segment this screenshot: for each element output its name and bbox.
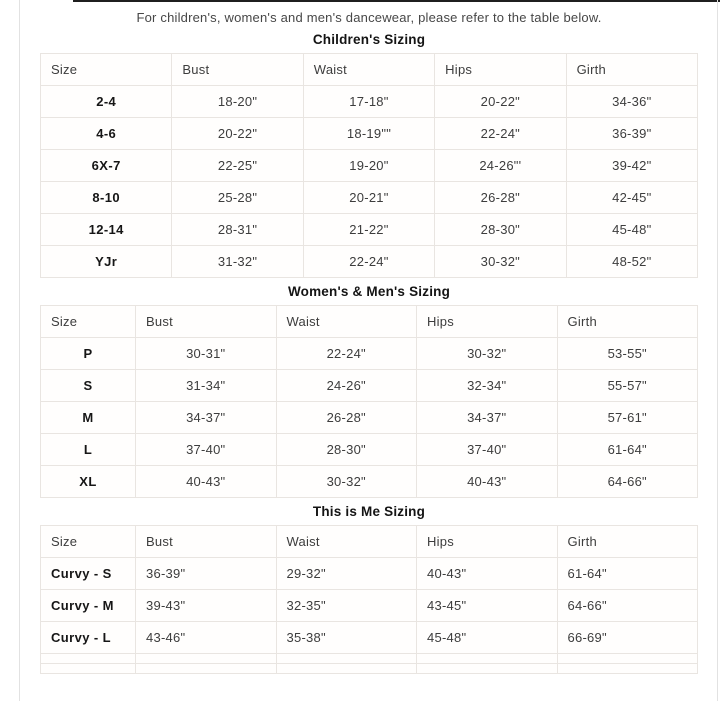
- value-cell: 53-55": [557, 338, 698, 370]
- size-cell: Curvy - S: [41, 558, 136, 590]
- table-row: [41, 466, 698, 498]
- value-cell: 45-48": [566, 214, 697, 246]
- value-cell: 37-40": [417, 434, 558, 466]
- value-cell: 28-30": [276, 434, 417, 466]
- value-cell: 30-31": [136, 338, 277, 370]
- value-cell: 22-24": [435, 118, 566, 150]
- header-row: [41, 54, 698, 86]
- value-cell: 64-66": [557, 466, 698, 498]
- value-cell: 26-28": [435, 182, 566, 214]
- column-header-girth: Girth: [566, 54, 697, 86]
- table-body: [41, 558, 698, 674]
- value-cell: 18-20": [172, 86, 303, 118]
- empty-cell: [276, 664, 417, 674]
- size-cell: L: [41, 434, 136, 466]
- size-cell: XL: [41, 466, 136, 498]
- table-body: [41, 86, 698, 278]
- size-cell: Curvy - L: [41, 622, 136, 654]
- empty-cell: [557, 654, 698, 664]
- value-cell: 17-18": [303, 86, 434, 118]
- value-cell: 40-43": [417, 466, 558, 498]
- value-cell: 30-32": [417, 338, 558, 370]
- value-cell: 29-32": [276, 558, 417, 590]
- column-header-bust: Bust: [136, 306, 277, 338]
- value-cell: 36-39": [566, 118, 697, 150]
- size-cell: S: [41, 370, 136, 402]
- table-row: [41, 118, 698, 150]
- value-cell: 34-37": [417, 402, 558, 434]
- right-edge-rule: [717, 0, 718, 701]
- value-cell: 36-39": [136, 558, 277, 590]
- column-header-waist: Waist: [276, 526, 417, 558]
- empty-cell: [417, 664, 558, 674]
- size-cell: 8-10: [41, 182, 172, 214]
- value-cell: 40-43": [136, 466, 277, 498]
- value-cell: 31-32": [172, 246, 303, 278]
- tables-container: [40, 32, 698, 674]
- size-cell: Curvy - M: [41, 590, 136, 622]
- value-cell: 37-40": [136, 434, 277, 466]
- value-cell: 43-46": [136, 622, 277, 654]
- value-cell: 55-57": [557, 370, 698, 402]
- value-cell: 24-26": [276, 370, 417, 402]
- table-title: Children's Sizing: [312, 32, 426, 47]
- value-cell: 31-34": [136, 370, 277, 402]
- value-cell: 64-66": [557, 590, 698, 622]
- table-row: [41, 590, 698, 622]
- sizing-table: [40, 525, 698, 674]
- value-cell: 28-30": [435, 214, 566, 246]
- empty-cell: [41, 654, 136, 664]
- value-cell: 22-25": [172, 150, 303, 182]
- value-cell: 66-69": [557, 622, 698, 654]
- value-cell: 61-64": [557, 434, 698, 466]
- column-header-girth: Girth: [557, 306, 698, 338]
- table-row: [41, 182, 698, 214]
- empty-row: [41, 664, 698, 674]
- value-cell: 22-24": [303, 246, 434, 278]
- table-row: [41, 402, 698, 434]
- sizing-guide-content: [40, 0, 698, 674]
- table-title: This is Me Sizing: [312, 504, 426, 519]
- size-cell: 2-4: [41, 86, 172, 118]
- value-cell: 34-37": [136, 402, 277, 434]
- value-cell: 57-61": [557, 402, 698, 434]
- table-section-2: [40, 504, 698, 674]
- header-row: [41, 526, 698, 558]
- value-cell: 22-24": [276, 338, 417, 370]
- size-cell: YJr: [41, 246, 172, 278]
- table-row: [41, 214, 698, 246]
- table-head: [41, 526, 698, 558]
- value-cell: 39-43": [136, 590, 277, 622]
- column-header-size: Size: [41, 306, 136, 338]
- intro-text: For children's, women's and men's dancewear, please refer to the table below.: [136, 10, 602, 25]
- value-cell: 25-28": [172, 182, 303, 214]
- table-row: [41, 86, 698, 118]
- sizing-table: [40, 53, 698, 278]
- value-cell: 20-21": [303, 182, 434, 214]
- table-section-0: [40, 32, 698, 278]
- column-header-girth: Girth: [557, 526, 698, 558]
- column-header-waist: Waist: [303, 54, 434, 86]
- empty-cell: [417, 654, 558, 664]
- value-cell: 43-45": [417, 590, 558, 622]
- value-cell: 24-26"': [435, 150, 566, 182]
- value-cell: 39-42": [566, 150, 697, 182]
- table-row: [41, 150, 698, 182]
- column-header-bust: Bust: [172, 54, 303, 86]
- empty-cell: [557, 664, 698, 674]
- value-cell: 32-35": [276, 590, 417, 622]
- value-cell: 40-43": [417, 558, 558, 590]
- value-cell: 30-32": [435, 246, 566, 278]
- table-row: [41, 622, 698, 654]
- table-body: [41, 338, 698, 498]
- table-row: [41, 338, 698, 370]
- table-row: [41, 434, 698, 466]
- size-cell: 4-6: [41, 118, 172, 150]
- column-header-bust: Bust: [136, 526, 277, 558]
- table-title: Women's & Men's Sizing: [287, 284, 451, 299]
- value-cell: 61-64": [557, 558, 698, 590]
- table-head: [41, 306, 698, 338]
- value-cell: 26-28": [276, 402, 417, 434]
- header-row: [41, 306, 698, 338]
- value-cell: 32-34": [417, 370, 558, 402]
- value-cell: 42-45": [566, 182, 697, 214]
- empty-cell: [41, 664, 136, 674]
- value-cell: 28-31": [172, 214, 303, 246]
- value-cell: 20-22": [172, 118, 303, 150]
- column-header-size: Size: [41, 54, 172, 86]
- column-header-waist: Waist: [276, 306, 417, 338]
- table-head: [41, 54, 698, 86]
- column-header-hips: Hips: [417, 526, 558, 558]
- size-cell: 6X-7: [41, 150, 172, 182]
- size-cell: M: [41, 402, 136, 434]
- size-cell: 12-14: [41, 214, 172, 246]
- column-header-hips: Hips: [435, 54, 566, 86]
- empty-cell: [136, 654, 277, 664]
- table-section-1: [40, 284, 698, 498]
- value-cell: 35-38": [276, 622, 417, 654]
- value-cell: 30-32": [276, 466, 417, 498]
- empty-row: [41, 654, 698, 664]
- value-cell: 20-22": [435, 86, 566, 118]
- column-header-size: Size: [41, 526, 136, 558]
- column-header-hips: Hips: [417, 306, 558, 338]
- table-row: [41, 246, 698, 278]
- value-cell: 48-52": [566, 246, 697, 278]
- value-cell: 19-20": [303, 150, 434, 182]
- table-row: [41, 558, 698, 590]
- empty-cell: [136, 664, 277, 674]
- value-cell: 18-19"": [303, 118, 434, 150]
- left-edge-rule: [19, 0, 20, 701]
- size-cell: P: [41, 338, 136, 370]
- value-cell: 45-48": [417, 622, 558, 654]
- table-row: [41, 370, 698, 402]
- empty-cell: [276, 654, 417, 664]
- sizing-table: [40, 305, 698, 498]
- value-cell: 34-36": [566, 86, 697, 118]
- value-cell: 21-22": [303, 214, 434, 246]
